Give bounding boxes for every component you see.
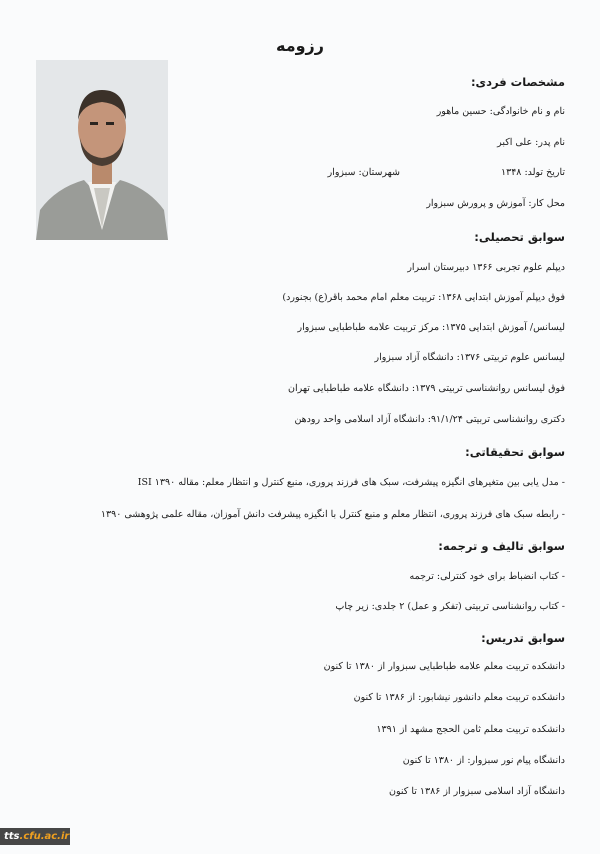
teaching-item: دانشکده تربیت معلم ثامن الحجج مشهد از ۱۳۹۱	[376, 724, 565, 735]
authorship-heading: سوابق تالیف و ترجمه:	[438, 539, 565, 553]
research-item: - رابطه سبک های فرزند پروری، انتظار معلم و منبع کنترل با انگیزه پیشرفت دانش آموزان، مقاله علمی پژوهشی ۱۳۹۰	[100, 509, 565, 520]
teaching-item: دانشکده تربیت معلم علامه طباطبایی سبزوار از ۱۳۸۰ تا کنون	[323, 661, 565, 672]
teaching-item: دانشکده تربیت معلم دانشور نیشابور: از ۱۳۸۶ تا کنون	[353, 692, 565, 703]
watermark-domain: .cfu.ac.ir	[19, 831, 70, 842]
personal-heading: مشخصات فردی:	[470, 75, 565, 89]
teaching-heading: سوابق تدریس:	[481, 631, 565, 645]
personal-city: شهرستان: سبزوار	[327, 167, 400, 178]
profile-photo	[36, 60, 168, 240]
watermark-prefix: tts	[4, 831, 20, 842]
page-title: رزومه	[276, 36, 324, 55]
education-item: لیسانس علوم تربیتی ۱۳۷۶: دانشگاه آزاد سبزوار	[374, 352, 565, 363]
personal-name: نام و نام خانوادگی: حسین ماهور	[436, 106, 565, 117]
portrait-image	[36, 60, 168, 240]
personal-father: نام پدر: علی اکبر	[497, 137, 565, 148]
education-item: دیپلم علوم تجربی ۱۳۶۶ دبیرستان اسرار	[407, 262, 565, 273]
authorship-item: - کتاب انضباط برای خود کنترلی: ترجمه	[409, 571, 565, 582]
education-item: لیسانس/ آموزش ابتدایی ۱۳۷۵: مرکز تربیت علامه طباطبایی سبزوار	[297, 322, 565, 333]
teaching-item: دانشگاه آزاد اسلامی سبزوار از ۱۳۸۶ تا کنون	[389, 786, 565, 797]
personal-workplace: محل کار: آموزش و پرورش سبزوار	[426, 198, 565, 209]
watermark	[0, 828, 70, 845]
research-heading: سوابق تحقیقاتی:	[465, 445, 565, 459]
education-item: فوق لیسانس روانشناسی تربیتی ۱۳۷۹: دانشگاه علامه طباطبایی تهران	[288, 383, 565, 394]
authorship-item: - کتاب روانشناسی تربیتی (تفکر و عمل) ۲ جلدی: زیر چاپ	[335, 601, 565, 612]
teaching-item: دانشگاه پیام نور سبزوار: از ۱۳۸۰ تا کنون	[402, 755, 565, 766]
education-item: دکتری روانشناسی تربیتی ۹۱/۱/۲۴: دانشگاه آزاد اسلامی واحد رودهن	[294, 414, 565, 425]
research-item: - مدل یابی بین متغیرهای انگیزه پیشرفت، سبک های فرزند پروری، منبع کنترل و انتظار معلم: مقاله ISI ۱۳۹۰	[137, 477, 565, 488]
education-item: فوق دیپلم آموزش ابتدایی ۱۳۶۸: تربیت معلم امام محمد باقر(ع) بجنورد)	[282, 292, 565, 303]
education-heading: سوابق تحصیلی:	[474, 230, 565, 244]
personal-birth: تاریخ تولد: ۱۳۴۸	[501, 167, 565, 178]
